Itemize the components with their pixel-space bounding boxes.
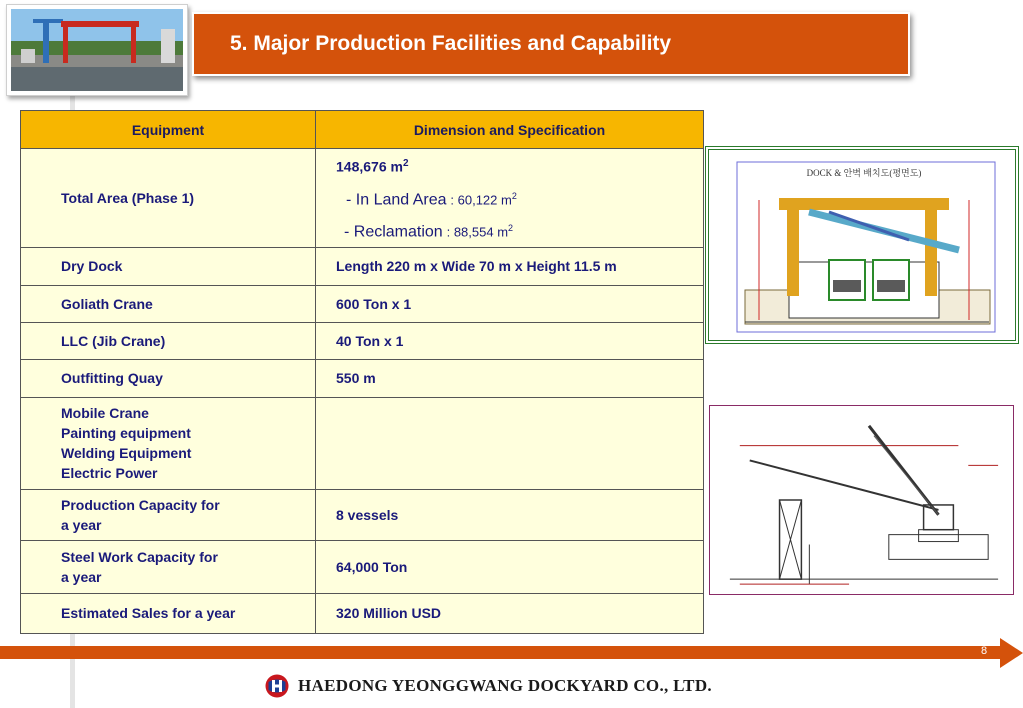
shipyard-photo xyxy=(6,4,188,96)
production-label xyxy=(21,489,316,540)
steel-line1: Steel Work Capacity for xyxy=(61,548,218,565)
reclamation-label: - Reclamation xyxy=(344,223,443,241)
steel-label xyxy=(21,540,316,593)
sales-spec: 320 Million USD xyxy=(316,593,704,633)
misc-item: Electric Power xyxy=(61,465,158,482)
page-number: 8 xyxy=(981,645,988,657)
table-row-steel xyxy=(21,540,704,593)
company-logo-icon xyxy=(265,674,289,698)
misc-equipment-spec xyxy=(316,397,704,489)
page-title: 5. Major Production Facilities and Capability xyxy=(230,32,672,55)
row-spec: 40 Ton x 1 xyxy=(316,322,704,359)
total-area-main-value: 148,676 m xyxy=(336,158,403,175)
footer-bar xyxy=(0,646,1000,659)
reclamation-sup: 2 xyxy=(508,223,514,234)
in-land-value: : 60,122 m xyxy=(450,192,512,208)
production-line2: a year xyxy=(61,516,102,533)
crane-drawing-image xyxy=(710,406,1013,594)
title-bar xyxy=(192,12,910,76)
dock-layout-drawing xyxy=(705,146,1019,344)
row-spec: 550 m xyxy=(316,359,704,397)
misc-item: Painting equipment xyxy=(61,425,191,442)
in-land-label: - In Land Area xyxy=(346,191,447,209)
table-row-total-area xyxy=(21,149,704,248)
row-equipment: Goliath Crane xyxy=(21,285,316,322)
facilities-table xyxy=(20,110,704,634)
total-area-label: Total Area (Phase 1) xyxy=(21,149,316,248)
in-land-area xyxy=(336,182,703,215)
table-row-sales xyxy=(21,593,704,633)
row-equipment: LLC (Jib Crane) xyxy=(21,322,316,359)
header-spec: Dimension and Specification xyxy=(316,111,704,149)
dock-drawing-label: DOCK & 안벽 배치도(평면도) xyxy=(806,168,922,178)
reclamation-value: : 88,554 m xyxy=(446,224,509,240)
table-row xyxy=(21,285,704,322)
table-row xyxy=(21,322,704,359)
production-line1: Production Capacity for xyxy=(61,496,220,513)
in-land-sup: 2 xyxy=(511,190,517,201)
reclamation-area xyxy=(336,214,703,247)
company-name: HAEDONG YEONGGWANG DOCKYARD CO., LTD. xyxy=(298,676,712,695)
misc-item: Welding Equipment xyxy=(61,445,192,462)
total-area-main-sup: 2 xyxy=(402,158,409,169)
table-row-misc-equipment xyxy=(21,397,704,489)
shipyard-photo-image xyxy=(11,9,183,91)
footer-arrow xyxy=(1000,638,1023,668)
row-spec: Length 220 m x Wide 70 m x Height 11.5 m xyxy=(316,247,704,285)
row-equipment: Dry Dock xyxy=(21,247,316,285)
table-row-production xyxy=(21,489,704,540)
misc-item: Mobile Crane xyxy=(61,405,149,422)
production-spec: 8 vessels xyxy=(316,489,704,540)
misc-equipment-list xyxy=(21,397,316,489)
dock-drawing-image xyxy=(709,150,1015,340)
total-area-spec xyxy=(316,149,704,248)
company-footer xyxy=(265,674,712,698)
steel-line2: a year xyxy=(61,568,102,585)
row-equipment: Outfitting Quay xyxy=(21,359,316,397)
table-row xyxy=(21,247,704,285)
sales-label: Estimated Sales for a year xyxy=(21,593,316,633)
total-area-main xyxy=(336,149,703,182)
steel-spec: 64,000 Ton xyxy=(316,540,704,593)
table-header-row xyxy=(21,111,704,149)
table-row xyxy=(21,359,704,397)
jib-crane-drawing xyxy=(709,405,1014,595)
row-spec: 600 Ton x 1 xyxy=(316,285,704,322)
header-equipment: Equipment xyxy=(21,111,316,149)
